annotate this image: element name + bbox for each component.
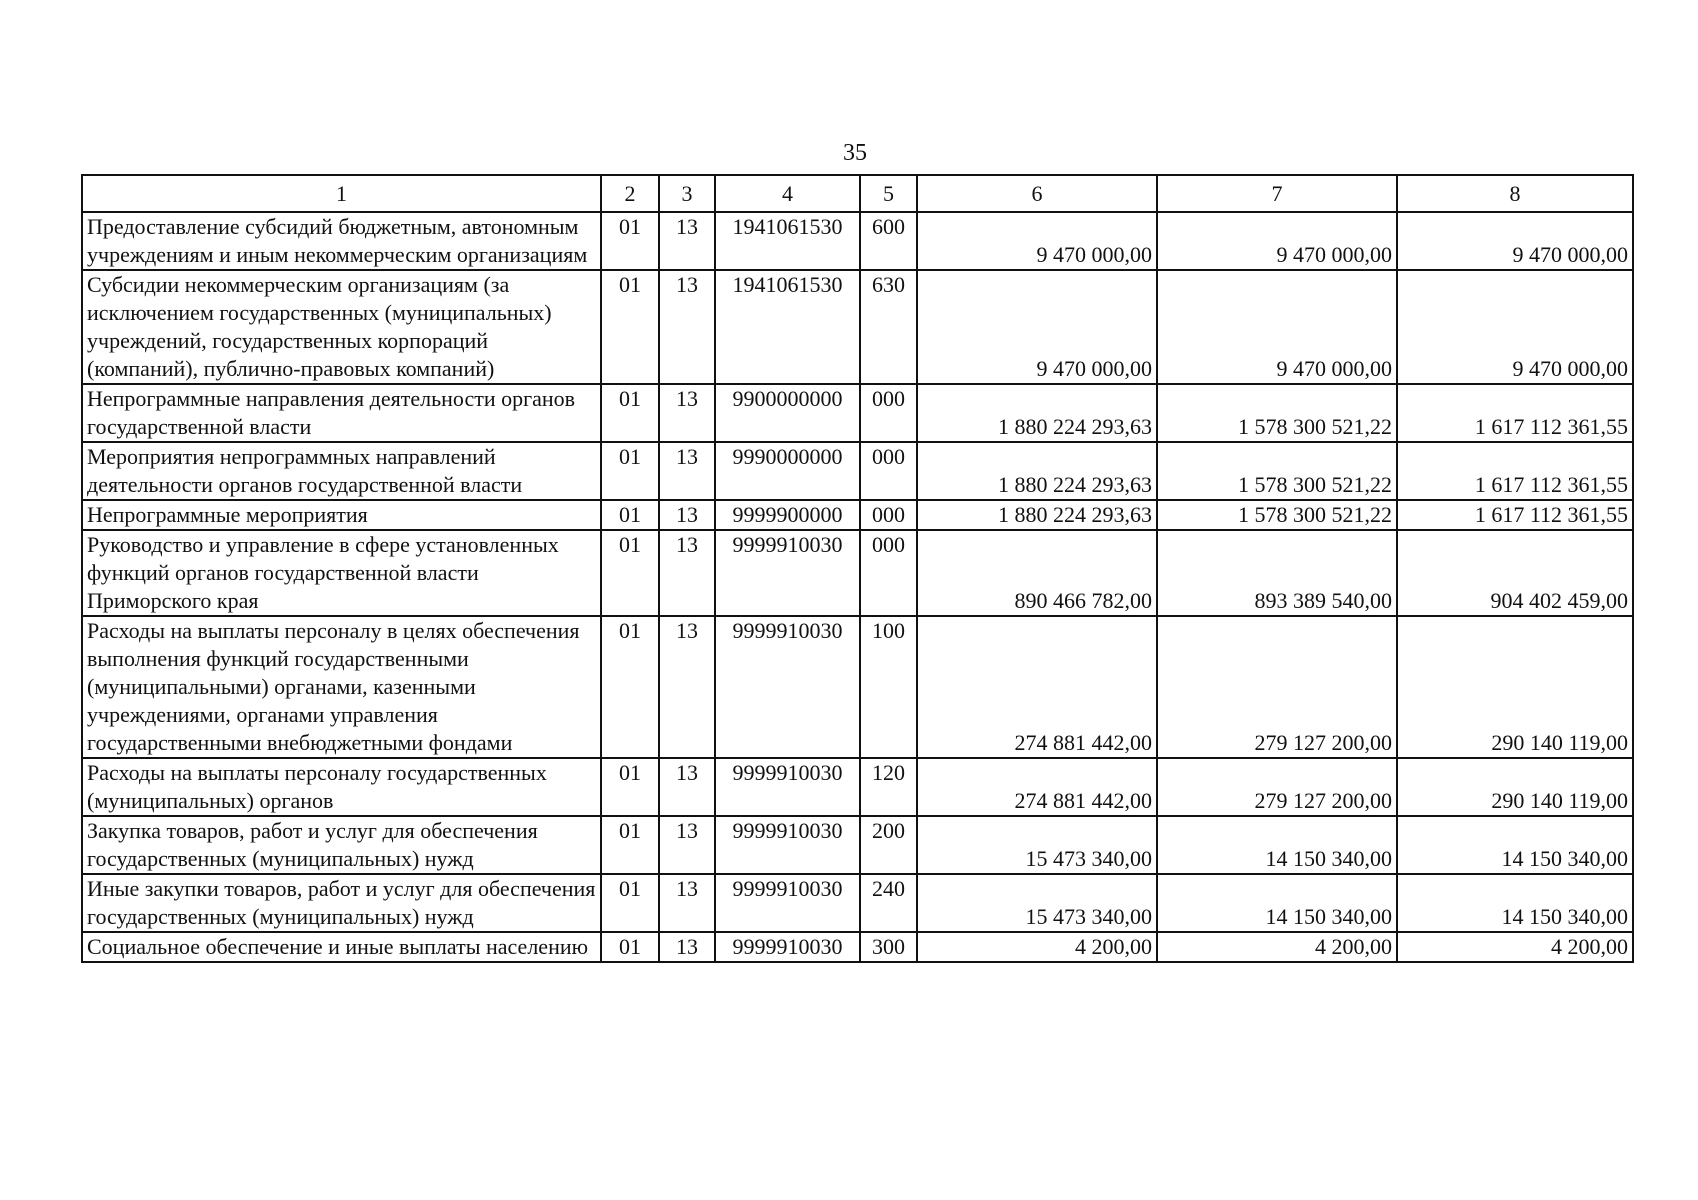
row-amount-col8: 1 617 112 361,55 (1397, 442, 1633, 500)
row-target-article: 9999900000 (715, 500, 860, 530)
column-header: 2 (601, 175, 659, 212)
row-amount-col7: 9 470 000,00 (1157, 270, 1397, 384)
table-row (82, 874, 1633, 932)
row-section: 01 (601, 212, 659, 270)
table-row (82, 442, 1633, 500)
row-name: Расходы на выплаты персоналу в целях обеспечения выполнения функций государственными (муниципальными) органами, казенными учреждениями, органами управления государственными внебюджетными фондами (82, 616, 601, 758)
row-amount-col7: 893 389 540,00 (1157, 530, 1397, 616)
row-subsection: 13 (659, 816, 715, 874)
row-amount-col8: 14 150 340,00 (1397, 874, 1633, 932)
table-row (82, 616, 1633, 758)
row-amount-col6: 9 470 000,00 (917, 270, 1157, 384)
row-amount-col6: 9 470 000,00 (917, 212, 1157, 270)
column-header: 7 (1157, 175, 1397, 212)
row-amount-col7: 279 127 200,00 (1157, 758, 1397, 816)
row-amount-col6: 274 881 442,00 (917, 758, 1157, 816)
row-section: 01 (601, 442, 659, 500)
row-section: 01 (601, 384, 659, 442)
row-name: Иные закупки товаров, работ и услуг для обеспечения государственных (муниципальных) нужд (82, 874, 601, 932)
table-row (82, 932, 1633, 962)
row-expense-type: 000 (860, 530, 917, 616)
row-amount-col6: 15 473 340,00 (917, 816, 1157, 874)
row-subsection: 13 (659, 530, 715, 616)
table-row (82, 758, 1633, 816)
header-row (82, 175, 1633, 212)
row-amount-col8: 9 470 000,00 (1397, 270, 1633, 384)
row-expense-type: 300 (860, 932, 917, 962)
page-number: 35 (843, 140, 867, 166)
row-section: 01 (601, 816, 659, 874)
column-header: 8 (1397, 175, 1633, 212)
row-subsection: 13 (659, 270, 715, 384)
row-amount-col6: 274 881 442,00 (917, 616, 1157, 758)
row-name: Мероприятия непрограммных направлений деятельности органов государственной власти (82, 442, 601, 500)
row-target-article: 9990000000 (715, 442, 860, 500)
row-target-article: 9999910030 (715, 932, 860, 962)
row-section: 01 (601, 530, 659, 616)
row-name: Предоставление субсидий бюджетным, автономным учреждениям и иным некоммерческим организациям (82, 212, 601, 270)
row-expense-type: 600 (860, 212, 917, 270)
row-name: Расходы на выплаты персоналу государственных (муниципальных) органов (82, 758, 601, 816)
budget-table (81, 174, 1634, 963)
table-row (82, 270, 1633, 384)
table-row (82, 500, 1633, 530)
row-amount-col8: 290 140 119,00 (1397, 758, 1633, 816)
row-subsection: 13 (659, 442, 715, 500)
row-amount-col7: 1 578 300 521,22 (1157, 442, 1397, 500)
row-name: Непрограммные мероприятия (82, 500, 601, 530)
row-expense-type: 240 (860, 874, 917, 932)
row-amount-col8: 290 140 119,00 (1397, 616, 1633, 758)
row-amount-col6: 15 473 340,00 (917, 874, 1157, 932)
row-name: Закупка товаров, работ и услуг для обеспечения государственных (муниципальных) нужд (82, 816, 601, 874)
row-section: 01 (601, 932, 659, 962)
row-expense-type: 200 (860, 816, 917, 874)
row-target-article: 1941061530 (715, 270, 860, 384)
row-name: Субсидии некоммерческим организациям (за исключением государственных (муниципальных) учреждений, государственных корпораций (компаний), публично-правовых компаний) (82, 270, 601, 384)
row-amount-col6: 1 880 224 293,63 (917, 442, 1157, 500)
row-amount-col7: 1 578 300 521,22 (1157, 384, 1397, 442)
row-amount-col7: 14 150 340,00 (1157, 874, 1397, 932)
row-section: 01 (601, 270, 659, 384)
row-subsection: 13 (659, 932, 715, 962)
row-section: 01 (601, 500, 659, 530)
row-name: Руководство и управление в сфере установленных функций органов государственной власти Приморского края (82, 530, 601, 616)
column-header: 6 (917, 175, 1157, 212)
row-target-article: 9999910030 (715, 874, 860, 932)
row-expense-type: 100 (860, 616, 917, 758)
row-amount-col8: 1 617 112 361,55 (1397, 384, 1633, 442)
row-expense-type: 000 (860, 442, 917, 500)
row-amount-col6: 1 880 224 293,63 (917, 500, 1157, 530)
row-amount-col6: 1 880 224 293,63 (917, 384, 1157, 442)
table-row (82, 816, 1633, 874)
row-amount-col7: 1 578 300 521,22 (1157, 500, 1397, 530)
row-target-article: 9999910030 (715, 758, 860, 816)
row-amount-col7: 4 200,00 (1157, 932, 1397, 962)
column-header: 5 (860, 175, 917, 212)
row-amount-col6: 4 200,00 (917, 932, 1157, 962)
row-amount-col8: 14 150 340,00 (1397, 816, 1633, 874)
row-amount-col8: 9 470 000,00 (1397, 212, 1633, 270)
row-expense-type: 630 (860, 270, 917, 384)
row-section: 01 (601, 758, 659, 816)
row-target-article: 9999910030 (715, 616, 860, 758)
row-target-article: 9999910030 (715, 816, 860, 874)
row-target-article: 9900000000 (715, 384, 860, 442)
row-subsection: 13 (659, 384, 715, 442)
row-amount-col7: 9 470 000,00 (1157, 212, 1397, 270)
row-target-article: 1941061530 (715, 212, 860, 270)
row-amount-col8: 1 617 112 361,55 (1397, 500, 1633, 530)
row-amount-col8: 904 402 459,00 (1397, 530, 1633, 616)
table-row (82, 530, 1633, 616)
row-subsection: 13 (659, 212, 715, 270)
row-section: 01 (601, 616, 659, 758)
row-target-article: 9999910030 (715, 530, 860, 616)
row-subsection: 13 (659, 758, 715, 816)
row-name: Непрограммные направления деятельности органов государственной власти (82, 384, 601, 442)
row-expense-type: 000 (860, 500, 917, 530)
column-header: 4 (715, 175, 860, 212)
row-amount-col8: 4 200,00 (1397, 932, 1633, 962)
row-subsection: 13 (659, 616, 715, 758)
column-header: 1 (82, 175, 601, 212)
row-name: Социальное обеспечение и иные выплаты населению (82, 932, 601, 962)
row-subsection: 13 (659, 500, 715, 530)
table-row (82, 384, 1633, 442)
table-row (82, 212, 1633, 270)
row-amount-col6: 890 466 782,00 (917, 530, 1157, 616)
row-amount-col7: 279 127 200,00 (1157, 616, 1397, 758)
row-expense-type: 120 (860, 758, 917, 816)
column-header: 3 (659, 175, 715, 212)
row-expense-type: 000 (860, 384, 917, 442)
row-amount-col7: 14 150 340,00 (1157, 816, 1397, 874)
row-section: 01 (601, 874, 659, 932)
row-subsection: 13 (659, 874, 715, 932)
